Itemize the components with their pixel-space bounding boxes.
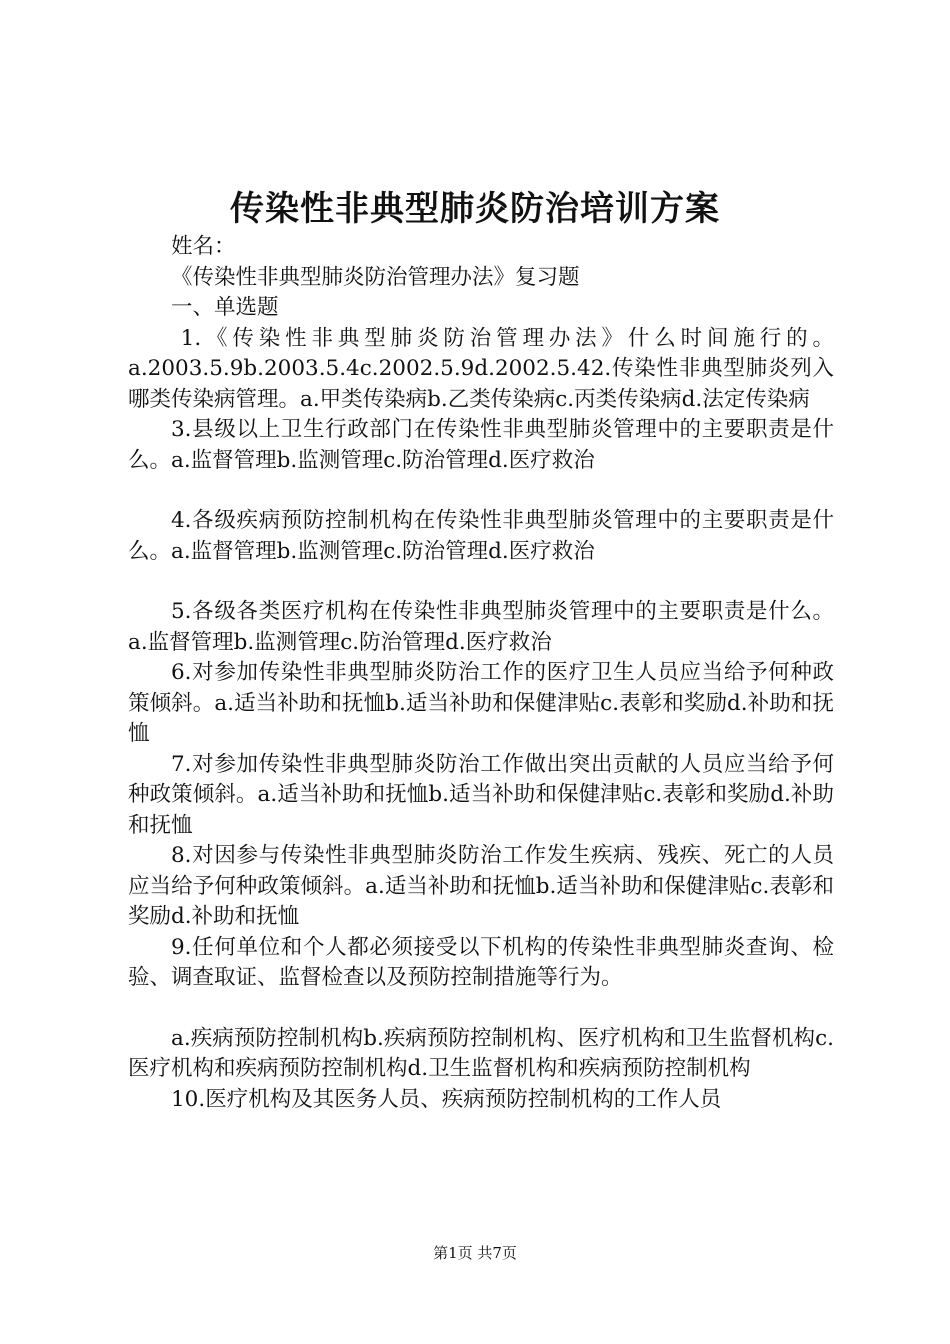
document-title: 传染性非典型肺炎防治培训方案: [230, 189, 720, 229]
document-body: [128, 232, 834, 1115]
name-line: 姓名：: [171, 234, 236, 259]
blank-line: [128, 994, 834, 1024]
page-footer: 第1页 共7页: [433, 1244, 517, 1262]
question-9: 9.任何单位和个人都必须接受以下机构的传染性非典型肺炎查询、检验、调查取证、监督检查以及预防控制措施等行为。: [128, 934, 834, 990]
section-heading: 一、单选题: [171, 295, 279, 320]
blank-line: [128, 476, 834, 506]
question-10: 10.医疗机构及其医务人员、疾病预防控制机构的工作人员: [171, 1086, 722, 1112]
blank-line: [128, 567, 834, 597]
review-heading: 《传染性非典型肺炎防治管理办法》复习题: [171, 264, 580, 290]
question-8: 8.对因参与传染性非典型肺炎防治工作发生疾病、残疾、死亡的人员应当给予何种政策倾斜。a.适当补助和抚恤b.适当补助和保健津贴c.表彰和奖励d.补助和抚恤: [128, 843, 834, 929]
question-6: 6.对参加传染性非典型肺炎防治工作的医疗卫生人员应当给予何种政策倾斜。a.适当补助和抚恤b.适当补助和保健津贴c.表彰和奖励d.补助和抚恤: [128, 660, 834, 746]
question-7: 7.对参加传染性非典型肺炎防治工作做出突出贡献的人员应当给予何种政策倾斜。a.适当补助和抚恤b.适当补助和保健津贴c.表彰和奖励d.补助和抚恤: [128, 751, 834, 838]
question-3: 3.县级以上卫生行政部门在传染性非典型肺炎管理中的主要职责是什么。a.监督管理b.监测管理c.防治管理d.医疗救治: [128, 417, 834, 473]
question-1-2: 1.《传染性非典型肺炎防治管理办法》什么时间施行的。a.2003.5.9b.2003.5.4c.2002.5.9d.2002.5.42.传染性非典型肺炎列入哪类传染病管理。a.甲类传染病b.乙类传染病c.丙类传染病d.法定传染病: [128, 325, 834, 412]
question-5: 5.各级各类医疗机构在传染性非典型肺炎管理中的主要职责是什么。a.监督管理b.监测管理c.防治管理d.医疗救治: [128, 599, 834, 655]
question-9-options: a.疾病预防控制机构b.疾病预防控制机构、医疗机构和卫生监督机构c.医疗机构和疾病预防控制机构d.卫生监督机构和疾病预防控制机构: [128, 1025, 834, 1081]
question-4: 4.各级疾病预防控制机构在传染性非典型肺炎管理中的主要职责是什么。a.监督管理b.监测管理c.防治管理d.医疗救治: [128, 508, 834, 564]
